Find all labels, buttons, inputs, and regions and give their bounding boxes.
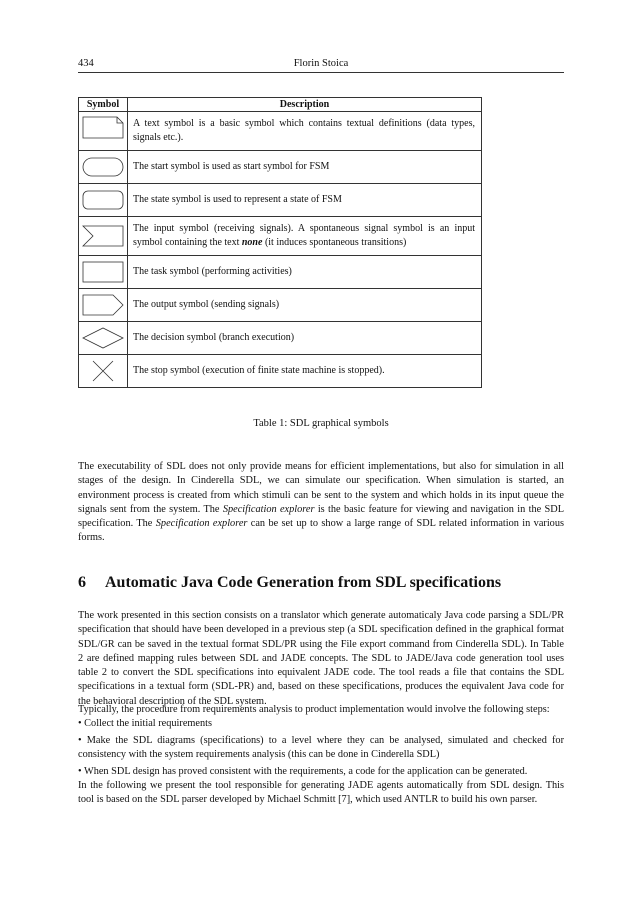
paragraph-tool: In the following we present the tool responsible for generating JADE agents automatically from SDL design. This tool is based on the SDL parser developed by Michael Schmitt [7], which used ANTLR to build his own parser. [78, 780, 564, 806]
row-description: A text symbol is a basic symbol which contains textual definitions (data types, signals etc.). [128, 112, 482, 151]
table-row [79, 184, 482, 217]
row-description: The input symbol (receiving signals). A spontaneous signal symbol is an input symbol containing the text none (it induces spontaneous transitions) [128, 217, 482, 256]
task-symbol-icon [79, 256, 127, 288]
table-caption: Table 1: SDL graphical symbols [253, 418, 389, 429]
running-head-author: Florin Stoica [293, 58, 349, 69]
section-heading [78, 574, 501, 592]
section-number: 6 [78, 574, 86, 591]
table-row [79, 256, 482, 289]
table-row [79, 112, 482, 151]
sdl-symbols-table [78, 97, 482, 388]
input-symbol-icon [79, 217, 127, 255]
row-description: The state symbol is used to represent a state of FSM [128, 184, 482, 217]
page-number: 434 [78, 58, 94, 69]
table-row [79, 355, 482, 388]
output-symbol-icon [79, 289, 127, 321]
table-row [79, 322, 482, 355]
table-row [79, 151, 482, 184]
row-description: The stop symbol (execution of finite state machine is stopped). [128, 355, 482, 388]
bullet-item: • When SDL design has proved consistent with the requirements, a code for the application can be generated. [78, 766, 528, 777]
paragraph-procedure: Typically, the procedure from requirements analysis to product implementation would involve the following steps: [78, 704, 550, 715]
stop-symbol-icon [79, 355, 127, 387]
row-description: The output symbol (sending signals) [128, 289, 482, 322]
bullet-item: • Collect the initial requirements [78, 718, 212, 729]
section-title: Automatic Java Code Generation from SDL specifications [105, 574, 502, 591]
table-row [79, 289, 482, 322]
decision-symbol-icon [79, 322, 127, 354]
row-description: The task symbol (performing activities) [128, 256, 482, 289]
description-column-header: Description [128, 98, 482, 112]
header-rule [78, 72, 564, 73]
symbol-column-header: Symbol [79, 98, 128, 112]
paragraph-simulation: The executability of SDL does not only provide means for efficient implementations, but also for simulation in all stages of the design. In Cinderella SDL, we can simulate our specification. When simulation is started, an environment process is created from which stimuli can be sent to the system and which holds in its input queue the signals sent from the system. The Specification explorer is the basic feature for viewing and navigation in the SDL specification. The Specification explorer can be set up to show a large range of SDL related information in various forms. [78, 461, 564, 544]
paragraph-translator: The work presented in this section consists on a translator which generate automaticaly Java code parsing a SDL/PR specification that should have been developed in a previous step (a SDL specification defined in the graphical format SDL/GR can be saved in the textual format SDL/PR using the File export command from Cinderella SDL). In Table 2 are defined mapping rules between SDL and JADE concepts. The SDL to JADE/Java code generation tool uses table 2 to convert the SDL specifications into equivalent JADE code. The tool reads a file that contains the SDL specifications in a textual form (SDL-PR) and, based on these specifications, produces the equivalent Java code for the behavioral description of the SDL system. [78, 610, 564, 707]
text-symbol-icon [79, 112, 127, 150]
table-row [79, 217, 482, 256]
bullet-item: • Make the SDL diagrams (specifications) to a level where they can be analysed, simulated and checked for consistency with the system requirements analysis (this can be done in Cinderella SDL) [78, 735, 564, 761]
row-description: The decision symbol (branch execution) [128, 322, 482, 355]
state-symbol-icon [79, 184, 127, 216]
table-header-row [79, 98, 482, 112]
row-description: The start symbol is used as start symbol for FSM [128, 151, 482, 184]
start-symbol-icon [79, 151, 127, 183]
